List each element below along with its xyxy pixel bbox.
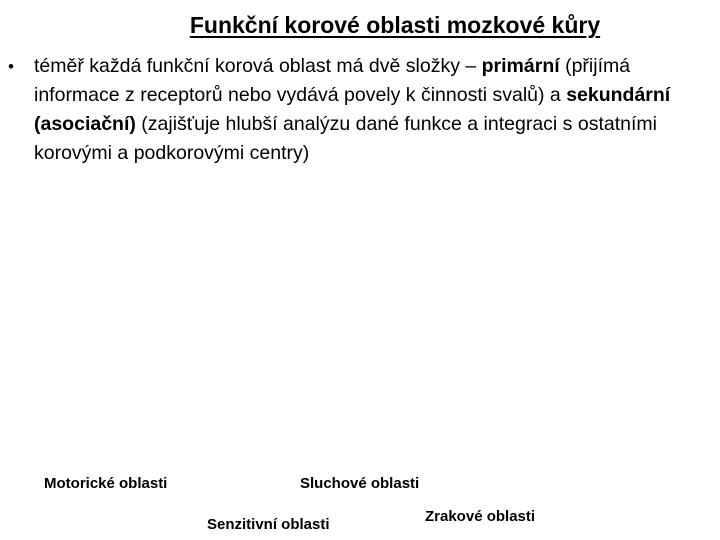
bullet-marker: • [8, 57, 14, 76]
bullet-text-part-2: (přijímá informace z receptorů nebo vydává povely k činnosti svalů) a [34, 55, 631, 106]
bullet-list-item [8, 52, 716, 168]
slide-title: Funkční korové oblasti mozkové kůry [189, 12, 601, 38]
bullet-bold-secondary: sekundární (asociační) [34, 84, 671, 135]
caption-motor-areas: Motorické oblasti [44, 475, 168, 492]
bullet-text-part-1: téměř každá funkční korová oblast má dvě složky – [34, 55, 482, 77]
caption-auditory-areas: Sluchové oblasti [300, 475, 420, 492]
caption-visual-areas: Zrakové oblasti [425, 508, 536, 525]
bullet-text [34, 52, 716, 168]
bullet-text-part-3: (zajišťuje hlubší analýzu dané funkce a integraci s ostatními korovými a podkorovými centry) [34, 113, 657, 164]
caption-sensory-areas: Senzitivní oblasti [207, 516, 330, 533]
bullet-bold-primary: primární [481, 55, 560, 77]
